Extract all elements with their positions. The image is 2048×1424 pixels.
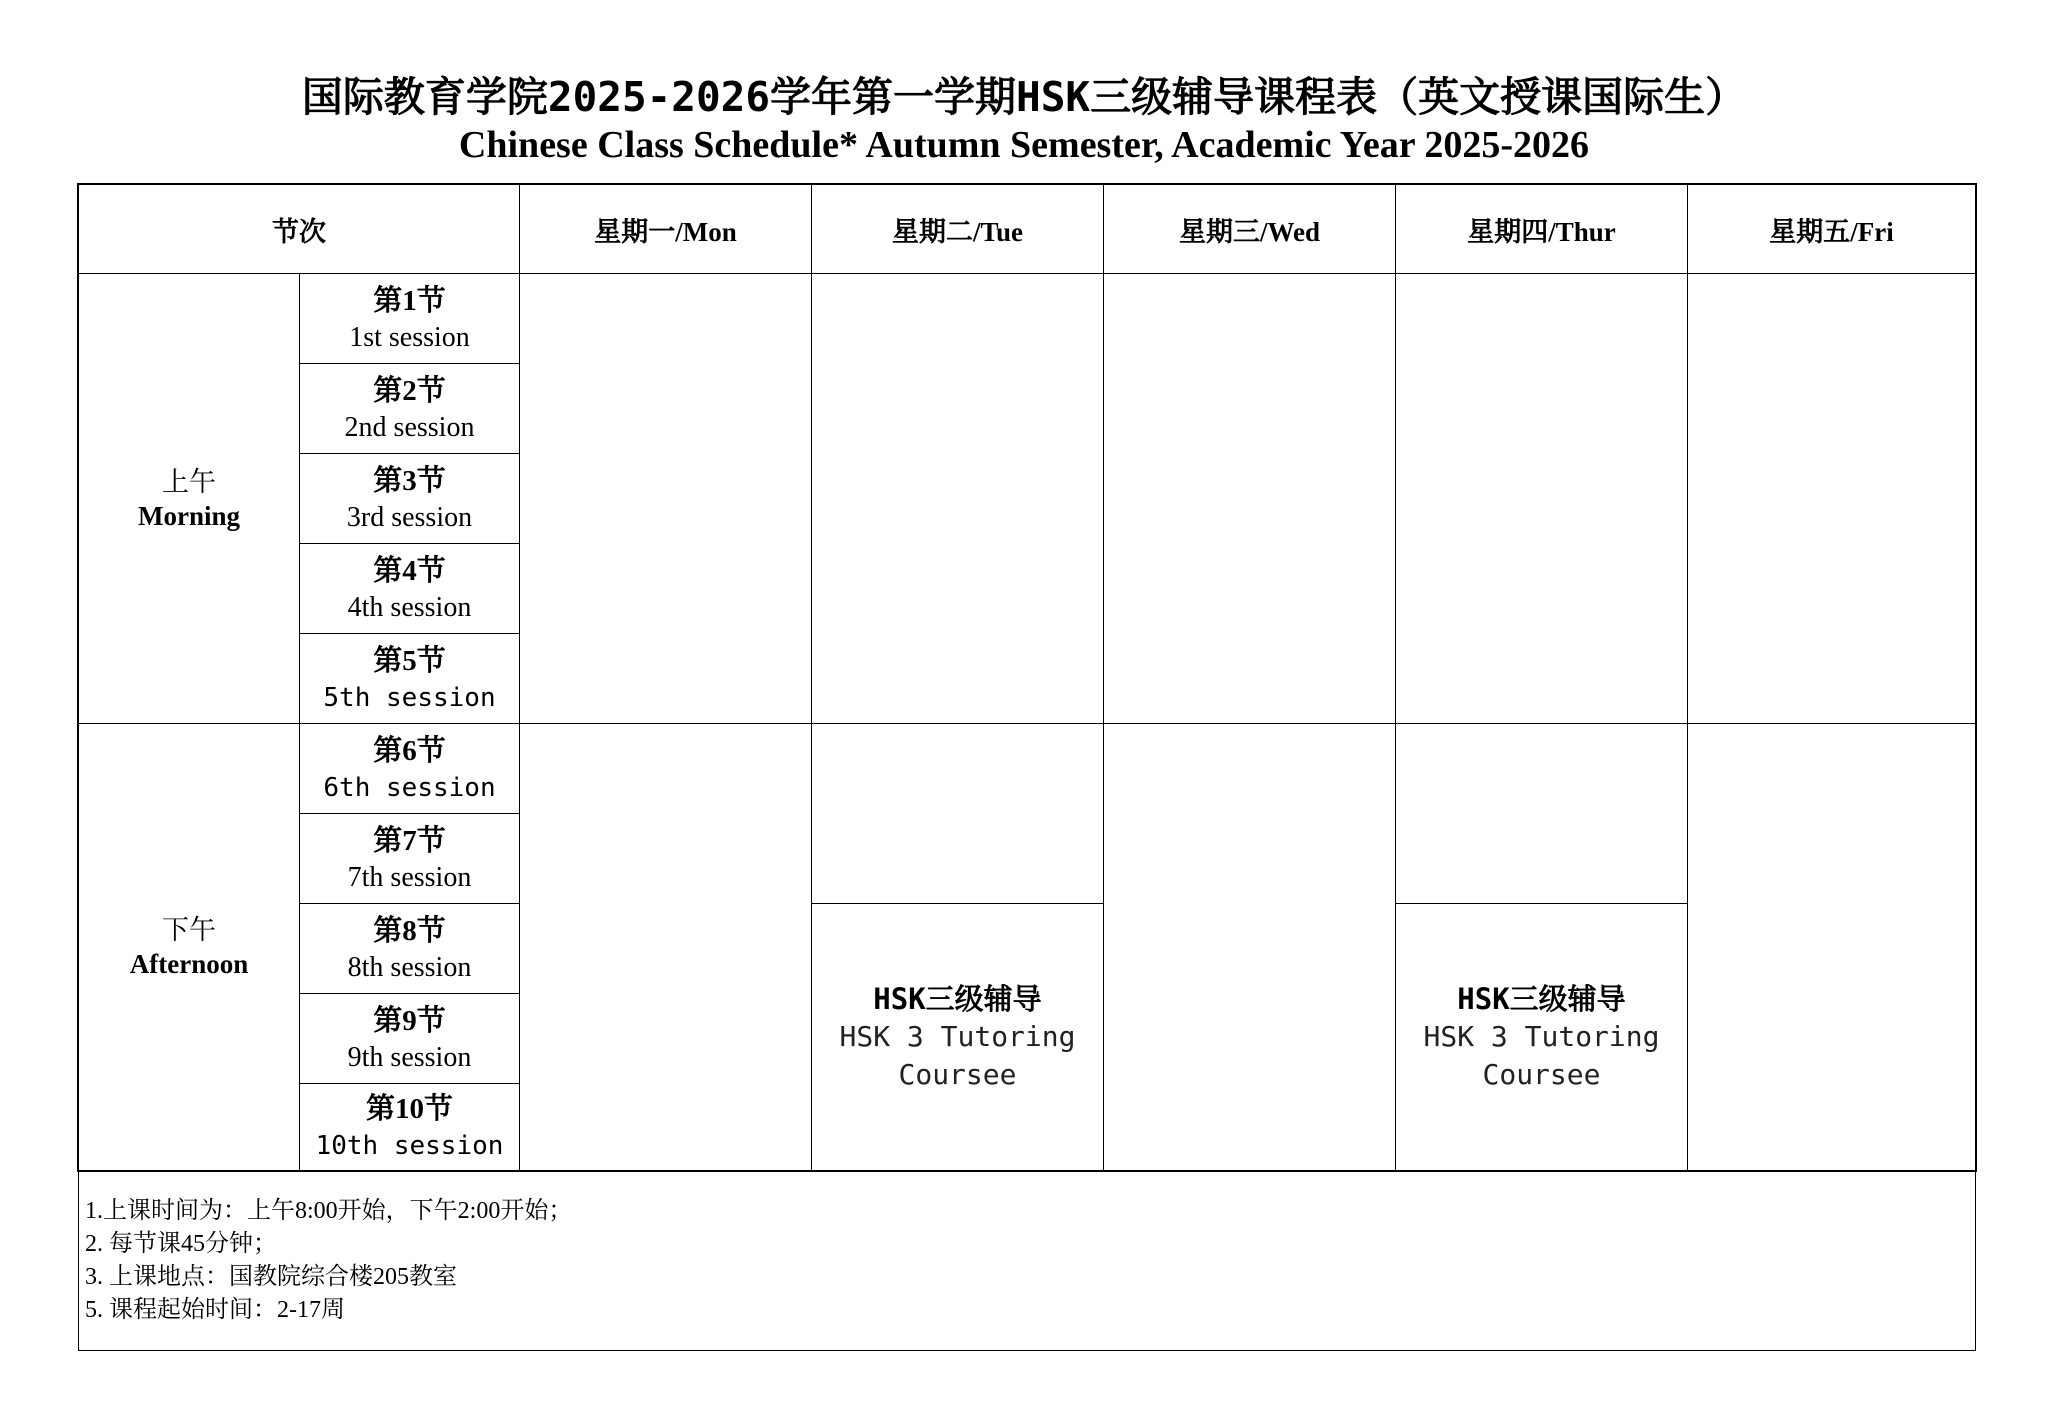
session-label-en: 3rd session — [346, 501, 473, 533]
session-label — [299, 723, 520, 814]
tue-morning-cell — [811, 273, 1104, 724]
session-label — [299, 903, 520, 994]
thu-afternoon-early-cell — [1395, 723, 1688, 904]
wed-morning-cell — [1103, 273, 1396, 724]
session-label-cn: 第3节 — [373, 464, 446, 497]
wed-afternoon-cell — [1103, 723, 1396, 1171]
day-header-thu: 星期四/Thur — [1395, 184, 1688, 274]
session-label-en: 2nd session — [344, 411, 475, 443]
session-label-en: 9th session — [347, 1041, 472, 1073]
session-label-cn: 第4节 — [373, 554, 446, 587]
period-morning-en: Morning — [137, 500, 240, 531]
session-label-cn: 第6节 — [373, 734, 446, 767]
note-line: 1.上课时间为：上午8:00开始，下午2:00开始； — [85, 1198, 573, 1224]
thu-morning-cell — [1395, 273, 1688, 724]
session-label-en: 1st session — [349, 321, 470, 353]
course-title-cn: HSK三级辅导 — [873, 982, 1042, 1016]
day-header-fri: 星期五/Fri — [1687, 184, 1976, 274]
day-header-tue: 星期二/Tue — [811, 184, 1104, 274]
session-label — [299, 1083, 520, 1171]
session-label — [299, 543, 520, 634]
notes-section — [78, 1170, 1976, 1351]
session-label — [299, 813, 520, 904]
session-label — [299, 633, 520, 724]
fri-morning-cell — [1687, 273, 1976, 724]
course-title-en-line2: Coursee — [898, 1058, 1017, 1091]
session-label-en: 4th session — [347, 591, 472, 623]
session-label-cn: 第2节 — [373, 374, 446, 407]
course-title-cn: HSK三级辅导 — [1457, 982, 1626, 1016]
thu-course-cell — [1395, 903, 1688, 1171]
session-label-cn: 第5节 — [373, 644, 446, 677]
session-label-cn: 第8节 — [373, 914, 446, 947]
page-title-chinese: 国际教育学院2025-2026学年第一学期HSK三级辅导课程表（英文授课国际生） — [301, 73, 1747, 121]
period-morning-cn: 上午 — [162, 466, 216, 497]
session-label-en: 8th session — [347, 951, 472, 983]
session-label-en: 6th session — [323, 772, 496, 803]
session-label — [299, 363, 520, 454]
session-label-cn: 第9节 — [373, 1004, 446, 1037]
note-line: 3. 上课地点：国教院综合楼205教室 — [85, 1264, 457, 1290]
note-line: 5. 课程起始时间：2-17周 — [85, 1297, 345, 1323]
corner-header: 节次 — [78, 184, 520, 274]
session-label-en: 5th session — [323, 682, 496, 713]
session-label-cn: 第10节 — [365, 1093, 453, 1125]
note-line: 2. 每节课45分钟； — [85, 1231, 277, 1257]
session-label-cn: 第7节 — [373, 824, 446, 857]
session-label — [299, 453, 520, 544]
fri-afternoon-cell — [1687, 723, 1976, 1171]
period-afternoon-en: Afternoon — [129, 949, 249, 979]
course-title-en: HSK 3 Tutoring — [839, 1020, 1076, 1053]
period-afternoon-cn: 下午 — [162, 915, 216, 945]
session-label — [299, 993, 520, 1084]
session-label — [299, 273, 520, 364]
day-header-wed: 星期三/Wed — [1103, 184, 1396, 274]
period-morning — [78, 273, 300, 724]
course-title-en: HSK 3 Tutoring — [1423, 1020, 1660, 1053]
course-title-en-line2: Coursee — [1482, 1058, 1601, 1091]
day-header-mon: 星期一/Mon — [519, 184, 812, 274]
session-label-en: 7th session — [347, 861, 472, 893]
period-afternoon — [78, 723, 300, 1171]
page-title-english: Chinese Class Schedule* Autumn Semester, Academic Year 2025-2026 — [458, 124, 1590, 166]
session-label-en: 10th session — [315, 1131, 504, 1161]
mon-morning-cell — [519, 273, 812, 724]
mon-afternoon-cell — [519, 723, 812, 1171]
session-label-cn: 第1节 — [373, 284, 446, 317]
tue-course-cell — [811, 903, 1104, 1171]
tue-afternoon-early-cell — [811, 723, 1104, 904]
